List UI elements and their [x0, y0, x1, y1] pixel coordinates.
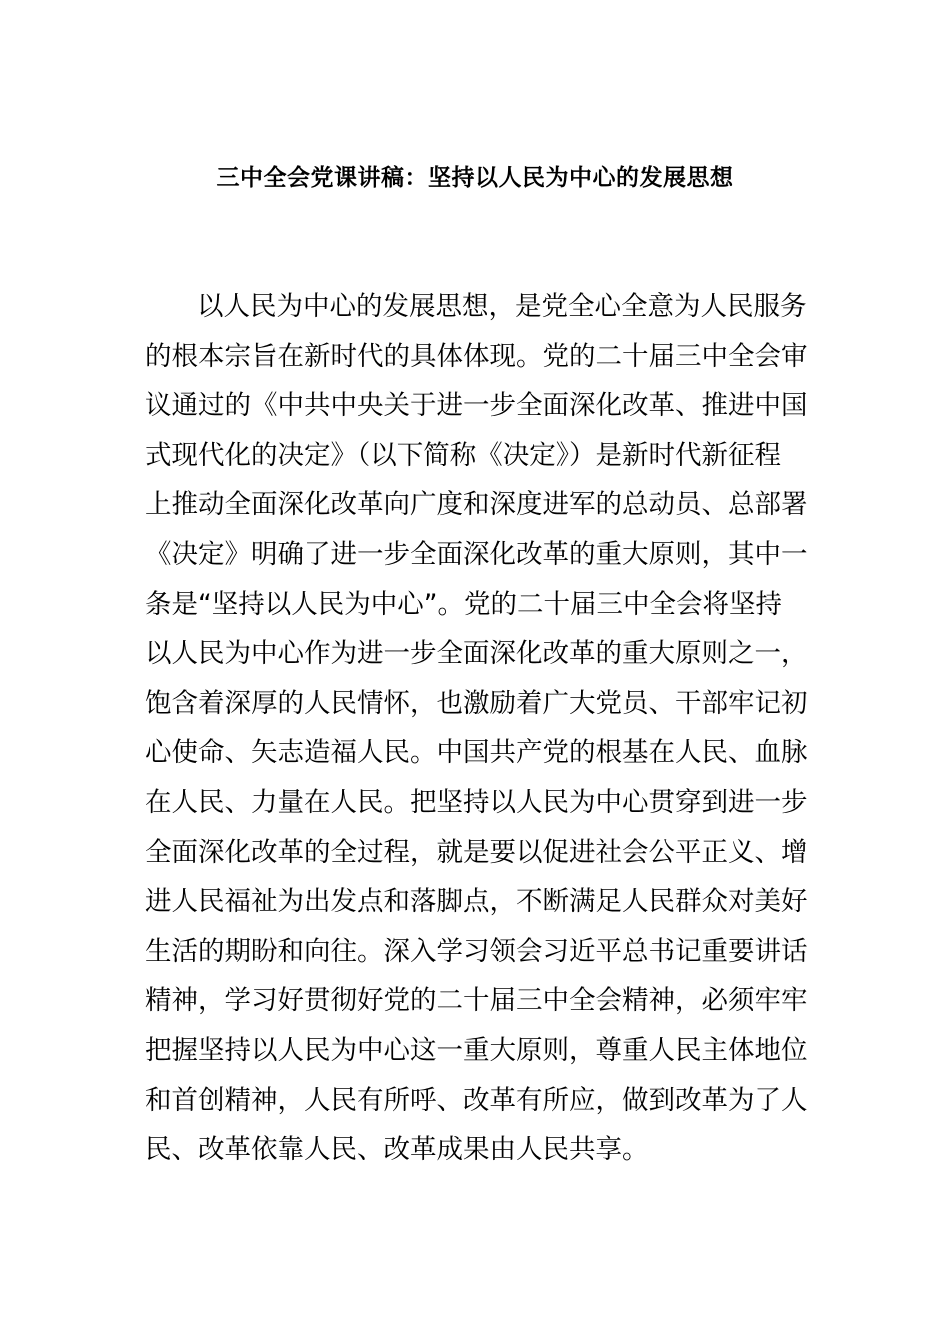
paragraph-line: 心使命、矢志造福人民。中国共产党的根基在人民、血脉 [145, 737, 808, 769]
paragraph-line: 生活的期盼和向往。深入学习领会习近平总书记重要讲话 [145, 935, 808, 967]
paragraph-line: 式现代化的决定》（以下简称《决定》）是新时代新征程 [145, 439, 781, 471]
paragraph-line: 民、改革依靠人民、改革成果由人民共享。 [145, 1134, 649, 1166]
body-paragraph [145, 282, 815, 1175]
paragraph-line: 以人民为中心作为进一步全面深化改革的重大原则之一， [145, 638, 808, 670]
paragraph-line: 把握坚持以人民为中心这一重大原则，尊重人民主体地位 [145, 1034, 808, 1066]
paragraph-line: 以人民为中心的发展思想，是党全心全意为人民服务 [197, 291, 807, 322]
paragraph-line: 的根本宗旨在新时代的具体体现。党的二十届三中全会审 [145, 340, 808, 372]
paragraph-line: 在人民、力量在人民。把坚持以人民为中心贯穿到进一步 [145, 786, 808, 818]
document-title: 三中全会党课讲稿：坚持以人民为中心的发展思想 [216, 165, 734, 191]
paragraph-line: 进人民福祉为出发点和落脚点，不断满足人民群众对美好 [145, 886, 808, 918]
paragraph-line: 《决定》明确了进一步全面深化改革的重大原则，其中一 [145, 538, 808, 570]
paragraph-line: 饱含着深厚的人民情怀，也激励着广大党员、干部牢记初 [145, 687, 808, 719]
paragraph-line: 上推动全面深化改革向广度和深度进军的总动员、总部署 [145, 489, 808, 521]
paragraph-line: 精神，学习好贯彻好党的二十届三中全会精神，必须牢牢 [145, 985, 808, 1017]
paragraph-line: 条是“坚持以人民为中心”。党的二十届三中全会将坚持 [145, 588, 782, 620]
paragraph-line: 议通过的《中共中央关于进一步全面深化改革、推进中国 [145, 390, 808, 422]
paragraph-line: 全面深化改革的全过程，就是要以促进社会公平正义、增 [145, 836, 808, 868]
paragraph-line: 和首创精神，人民有所呼、改革有所应，做到改革为了人 [145, 1084, 808, 1116]
